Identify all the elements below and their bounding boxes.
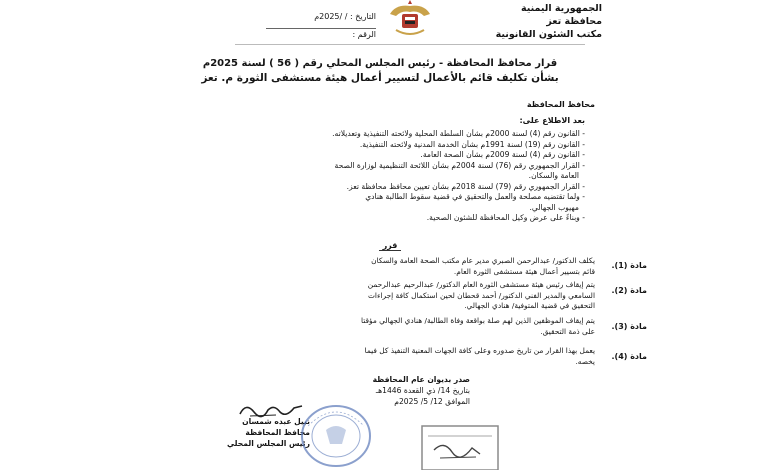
article-line: على ذمة التحقيق. <box>540 326 595 336</box>
article-line: يخصه. <box>575 356 595 366</box>
preamble-item: - ولما تقتضيه مصلحة والعمل والتحقيق في قضية سقوط الطالبة هنادي <box>365 192 585 201</box>
receipt-stamp-icon <box>420 424 500 470</box>
article-label: مادة (2). <box>611 286 647 295</box>
preamble-item: - القانون رقم (4) لسنة 2000م بشأن السلطة المحلية ولائحته التنفيذية وتعديلاته. <box>332 129 585 138</box>
article-label: مادة (3). <box>611 322 647 331</box>
header-authority-block <box>452 2 602 41</box>
ref-label: الرقم <box>357 30 376 39</box>
header-rule <box>235 44 585 45</box>
preamble-item: - القرار الجمهوري رقم (76) لسنة 2004م بشأن اللائحة التنظيمية لوزارة الصحة <box>334 160 585 170</box>
article-4 <box>205 346 647 367</box>
preamble <box>225 100 595 224</box>
issued-at: صدر بديوان عام المحافظة <box>372 375 470 384</box>
header-line-governorate: محافظة تعز <box>546 16 602 27</box>
article-label: مادة (1). <box>611 261 647 270</box>
preamble-item: - القانون رقم (4) لسنة 2009م بشأن الصحة العامة. <box>420 150 585 159</box>
preamble-item: - القرار الجمهوري رقم (79) لسنة 2018م بشأن تعيين محافظ محافظة تعز. <box>346 181 585 191</box>
decision-number-line: قرار محافظ المحافظة - رئيس المجلس المحلي رقم ( 56 ) لسنة 2025م <box>202 58 558 69</box>
article-line: يتم إيقاف الموظفين الذين لهم صلة بواقعة وفاة الطالبة/ هنادي الجهالي مؤقتا <box>361 316 595 325</box>
date-label: التاريخ <box>355 12 376 21</box>
decision-title <box>170 57 590 86</box>
article-line: يتم إيقاف رئيس هيئة مستشفى الثورة العام الدكتور/ عبدالرحيم عبدالرحمن <box>367 280 595 289</box>
preamble-item: - وبناءً على عرض وكيل المحافظة للشئون الصحية. <box>426 213 585 222</box>
date-value: / /2025م <box>314 12 348 21</box>
article-line: يكلف الدكتور/ عبدالرحمن الصبري مدير عام مكتب الصحة العامة والسكان <box>371 256 595 265</box>
issued-gregorian-date: الموافق 12/ 5/ 2025م <box>394 397 470 406</box>
decree-heading: قرر <box>360 241 420 250</box>
signatory-name: نبيل عبده شمسان <box>242 417 310 426</box>
article-line: التحقيق في قضية المتوفية/ هنادي الجهالي. <box>464 301 595 310</box>
article-line: يعمل بهذا القرار من تاريخ صدوره وعلى كافة الجهات المعنية التنفيذ كل فيما <box>364 346 595 355</box>
signatory-title: محافظ المحافظة <box>245 428 310 437</box>
preamble-item: العامة والسكان. <box>528 171 579 180</box>
article-line: السامعي والمدير الفني الدكتور/ أحمد قحطان لحين استكمال كافة إجراءات <box>367 290 595 300</box>
article-line: قائم بتسيير أعمال هيئة مستشفى الثورة العام. <box>453 266 595 276</box>
republic-emblem-icon <box>382 0 438 40</box>
preamble-item: - القانون رقم (19) لسنة 1991م بشأن الخدمة المدنية ولائحته التنفيذية. <box>359 139 585 149</box>
article-2 <box>205 280 647 312</box>
article-3 <box>205 316 647 337</box>
signatory-council-title: رئيس المجلس المحلي <box>227 439 310 448</box>
header-line-office: مكتب الشئون القانونية <box>495 29 602 40</box>
official-seal-icon <box>296 400 374 468</box>
issued-hijri-date: بتاريخ 14/ ذي القعدة 1446هـ <box>375 386 470 395</box>
header-date-block: التاريخ : / /2025م الرقم : <box>248 11 376 41</box>
decision-subject-line: بشأن تكليف قائم بالأعمال لتسيير أعمال هيئة مستشفى الثورة م. تعز <box>201 72 559 84</box>
preamble-item: مهيوب الجهالي. <box>529 202 579 212</box>
article-1 <box>205 256 647 277</box>
preamble-intro: بعد الاطلاع على: <box>519 115 585 125</box>
article-label: مادة (4). <box>611 352 647 361</box>
preamble-heading: محافظ المحافظة <box>526 100 595 109</box>
header-line-republic: الجمهورية اليمنية <box>521 3 602 14</box>
